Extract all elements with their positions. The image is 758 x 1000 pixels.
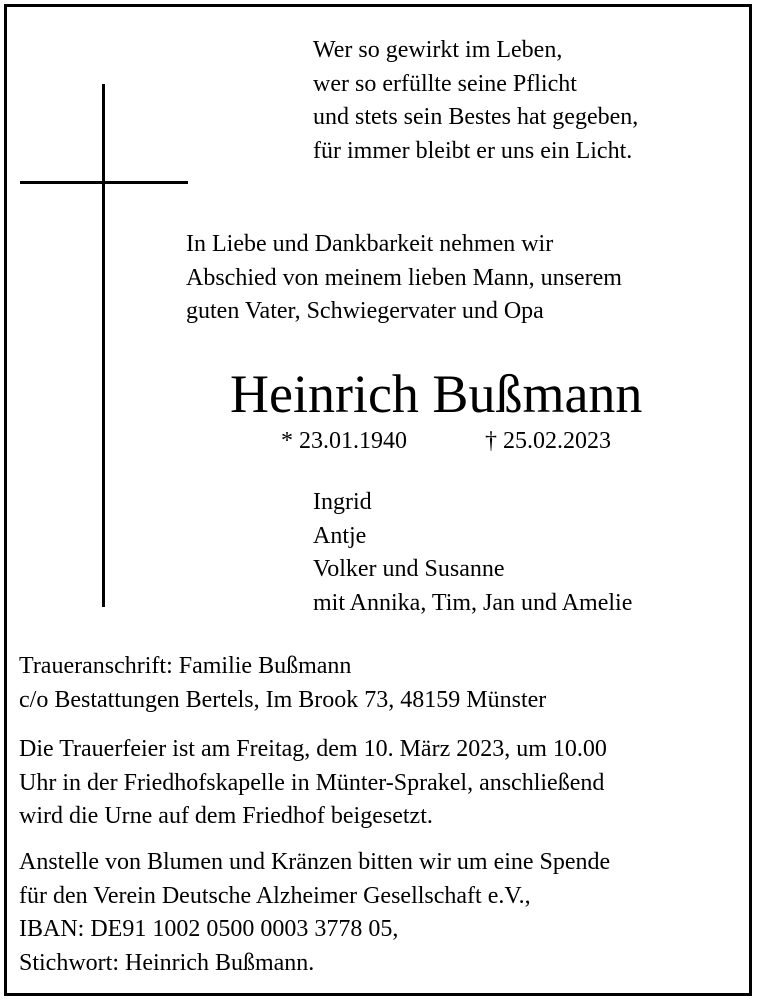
intro-block xyxy=(186,228,622,329)
cross-horizontal-bar xyxy=(20,181,188,184)
funeral-info-block xyxy=(19,733,607,834)
poem-line: und stets sein Bestes hat gegeben, xyxy=(313,104,639,130)
funeral-line: Uhr in der Friedhofskapelle in Münter-Sprakel, anschließend xyxy=(19,769,605,796)
intro-line: guten Vater, Schwiegervater und Opa xyxy=(186,298,544,324)
deceased-name: Heinrich Bußmann xyxy=(230,364,643,424)
intro-line: Abschied von meinem lieben Mann, unserem xyxy=(186,264,622,291)
donation-line: Anstelle von Blumen und Kränzen bitten wir um eine Spende xyxy=(19,849,611,875)
family-member: mit Annika, Tim, Jan und Amelie xyxy=(313,589,633,616)
donation-block xyxy=(19,846,610,980)
family-member: Volker und Susanne xyxy=(313,556,505,582)
poem-line: wer so erfüllte seine Pflicht xyxy=(313,70,577,97)
death-date: † 25.02.2023 xyxy=(485,428,611,454)
funeral-line: wird die Urne auf dem Friedhof beigesetzt. xyxy=(19,803,433,829)
poem-line: für immer bleibt er uns ein Licht. xyxy=(313,137,633,164)
birth-date: * 23.01.1940 xyxy=(281,428,407,454)
poem-line: Wer so gewirkt im Leben, xyxy=(313,37,563,63)
address-line: c/o Bestattungen Bertels, Im Brook 73, 48159 Münster xyxy=(19,686,547,713)
family-member: Antje xyxy=(313,522,367,549)
family-member: Ingrid xyxy=(313,489,372,515)
poem-block xyxy=(313,34,638,168)
cross-vertical-bar xyxy=(102,84,105,607)
funeral-line: Die Trauerfeier ist am Freitag, dem 10. März 2023, um 10.00 xyxy=(19,736,607,762)
donation-line: für den Verein Deutsche Alzheimer Gesellschaft e.V., xyxy=(19,882,531,909)
family-block xyxy=(313,486,632,620)
donation-line: IBAN: DE91 1002 0500 0003 3778 05, xyxy=(19,916,399,942)
donation-line: Stichwort: Heinrich Bußmann. xyxy=(19,949,315,976)
mourning-address-block xyxy=(19,650,546,717)
address-line: Traueranschrift: Familie Bußmann xyxy=(19,653,352,679)
intro-line: In Liebe und Dankbarkeit nehmen wir xyxy=(186,231,554,257)
